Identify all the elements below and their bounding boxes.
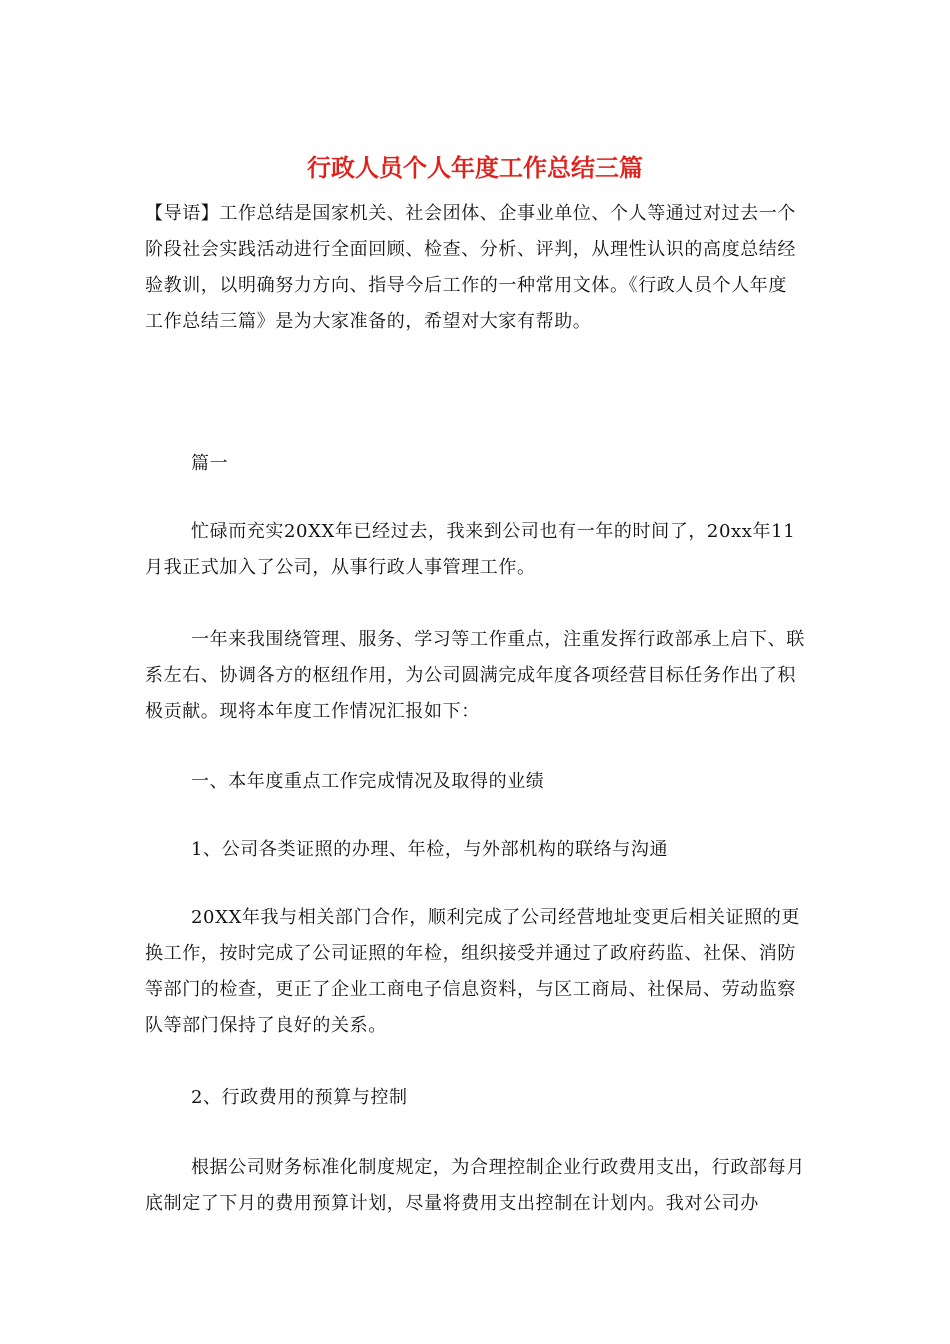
heading-2: 1、公司各类证照的办理、年检，与外部机构的联络与沟通	[191, 839, 669, 860]
paragraph-1: 忙碌而充实20XX年已经过去，我来到公司也有一年的时间了，20xx年11月我正式加入了公司，从事行政人事管理工作。	[145, 521, 796, 578]
paragraph-4: 根据公司财务标准化制度规定，为合理控制企业行政费用支出，行政部每月底制定了下月的费用预算计划，尽量将费用支出控制在计划内。我对公司办	[145, 1157, 805, 1214]
paragraph-2: 一年来我围绕管理、服务、学习等工作重点，注重发挥行政部承上启下、联系左右、协调各方的枢纽作用，为公司圆满完成年度各项经营目标任务作出了积极贡献。现将本年度工作情况汇报如下：	[145, 629, 805, 722]
paragraph-3: 20XX年我与相关部门合作，顺利完成了公司经营地址变更后相关证照的更换工作，按时完成了公司证照的年检，组织接受并通过了政府药监、社保、消防等部门的检查，更正了企业工商电子信息资料，与区工商局、社保局、劳动监察队等部门保持了良好的关系。	[145, 907, 800, 1036]
heading-1: 一、本年度重点工作完成情况及取得的业绩	[191, 771, 545, 792]
section-label: 篇一	[191, 453, 229, 474]
intro-paragraph: 【导语】工作总结是国家机关、社会团体、企事业单位、个人等通过对过去一个阶段社会实践活动进行全面回顾、检查、分析、评判，从理性认识的高度总结经验教训，以明确努力方向、指导今后工作的一种常用文体。《行政人员个人年度工作总结三篇》是为大家准备的，希望对大家有帮助。	[145, 203, 796, 332]
heading-3: 2、行政费用的预算与控制	[191, 1087, 408, 1108]
document-title: 行政人员个人年度工作总结三篇	[307, 154, 643, 182]
